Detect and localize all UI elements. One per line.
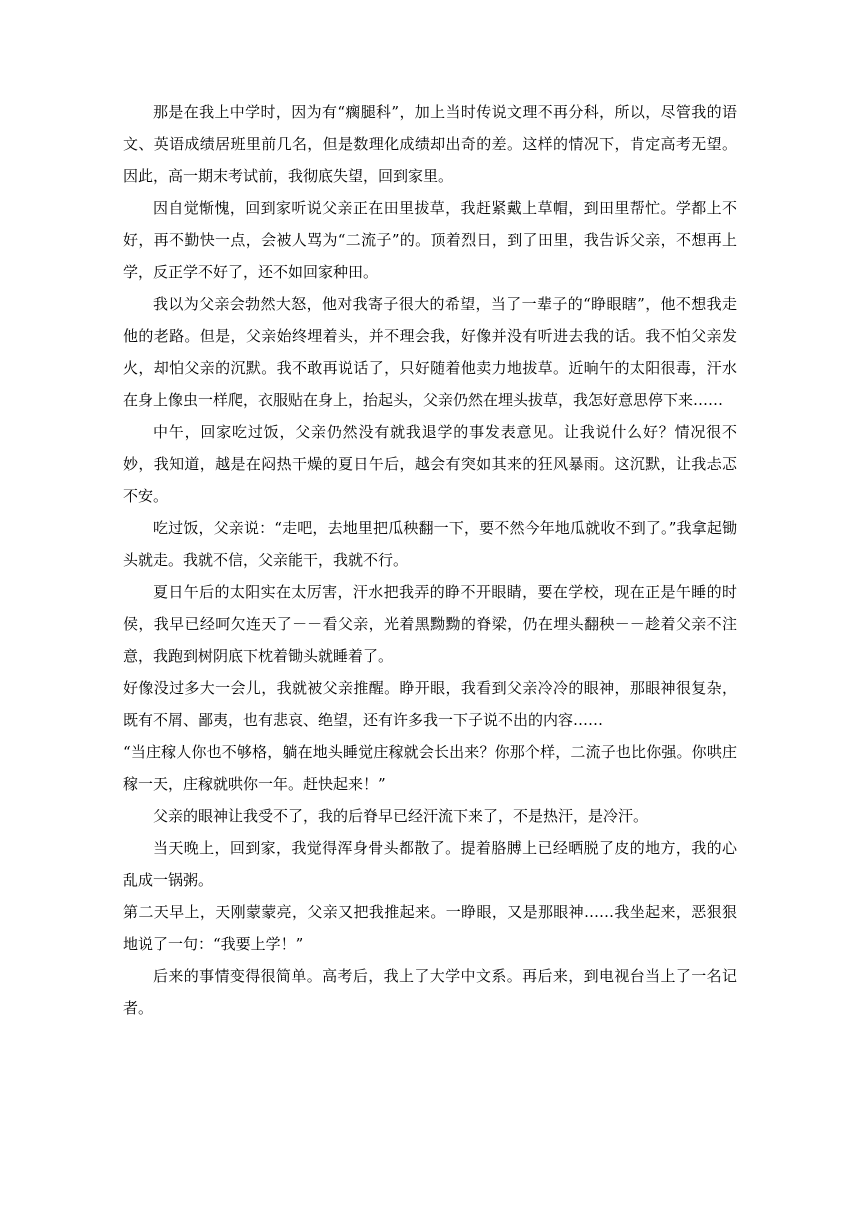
paragraph: 吃过饭，父亲说：“走吧，去地里把瓜秧翻一下，要不然今年地瓜就收不到了。”我拿起锄头就走。我就不信，父亲能干，我就不行。	[123, 519, 737, 569]
paragraph: 因自觉惭愧，回到家听说父亲正在田里拔草，我赶紧戴上草帽，到田里帮忙。学都上不好，再不勤快一点，会被人骂为“二流子”的。顶着烈日，到了田里，我告诉父亲，不想再上学，反正学不好了，还不如回家种田。	[123, 199, 737, 281]
paragraph: 第二天早上，天刚蒙蒙亮，父亲又把我推起来。一睁眼，又是那眼神……我坐起来，恶狠狠地说了一句：“我要上学！”	[123, 903, 737, 953]
paragraph: 父亲的眼神让我受不了，我的后脊早已经汗流下来了，不是热汗，是冷汗。	[153, 807, 649, 825]
paragraph: 我以为父亲会勃然大怒，他对我寄子很大的希望，当了一辈子的“睁眼瞎”，他不想我走他的老路。但是，父亲始终埋着头，并不理会我，好像并没有听进去我的话。我不怕父亲发火，却怕父亲的沉默。我不敢再说话了，只好随着他卖力地拔草。近晌午的太阳很毒，汗水在身上像虫一样爬，衣服贴在身上，抬起头，父亲仍然在埋头拔草，我怎好意思停下来……	[123, 295, 737, 409]
paragraph: 夏日午后的太阳实在太厉害，汗水把我弄的睁不开眼睛，要在学校，现在正是午睡的时侯，我早已经呵欠连天了－－看父亲，光着黑黝黝的脊梁，仍在埋头翻秧－－趁着父亲不注意，我跑到树阴底下枕着锄头就睡着了。	[123, 583, 737, 665]
paragraph: 当天晚上，回到家，我觉得浑身骨头都散了。提着胳膊上已经晒脱了皮的地方，我的心乱成一锅粥。	[123, 839, 737, 889]
paragraph: “当庄稼人你也不够格，躺在地头睡觉庄稼就会长出来？你那个样，二流子也比你强。你哄庄稼一天，庄稼就哄你一年。赶快起来！”	[123, 743, 737, 793]
paragraph: 后来的事情变得很简单。高考后，我上了大学中文系。再后来，到电视台当上了一名记者。	[123, 967, 737, 1017]
paragraph: 那是在我上中学时，因为有“瘸腿科”，加上当时传说文理不再分科，所以，尽管我的语文、英语成绩居班里前几名，但是数理化成绩却出奇的差。这样的情况下，肯定高考无望。因此，高一期末考试前，我彻底失望，回到家里。	[123, 103, 737, 185]
paragraph: 中午，回家吃过饭，父亲仍然没有就我退学的事发表意见。让我说什么好？情况很不妙，我知道，越是在闷热干燥的夏日午后，越会有突如其来的狂风暴雨。这沉默，让我忐忑不安。	[123, 423, 737, 505]
paragraph: 好像没过多大一会儿，我就被父亲推醒。睁开眼，我看到父亲冷冷的眼神，那眼神很复杂，既有不屑、鄙夷，也有悲哀、绝望，还有许多我一下子说不出的内容……	[123, 679, 737, 729]
document-page	[123, 96, 737, 1024]
